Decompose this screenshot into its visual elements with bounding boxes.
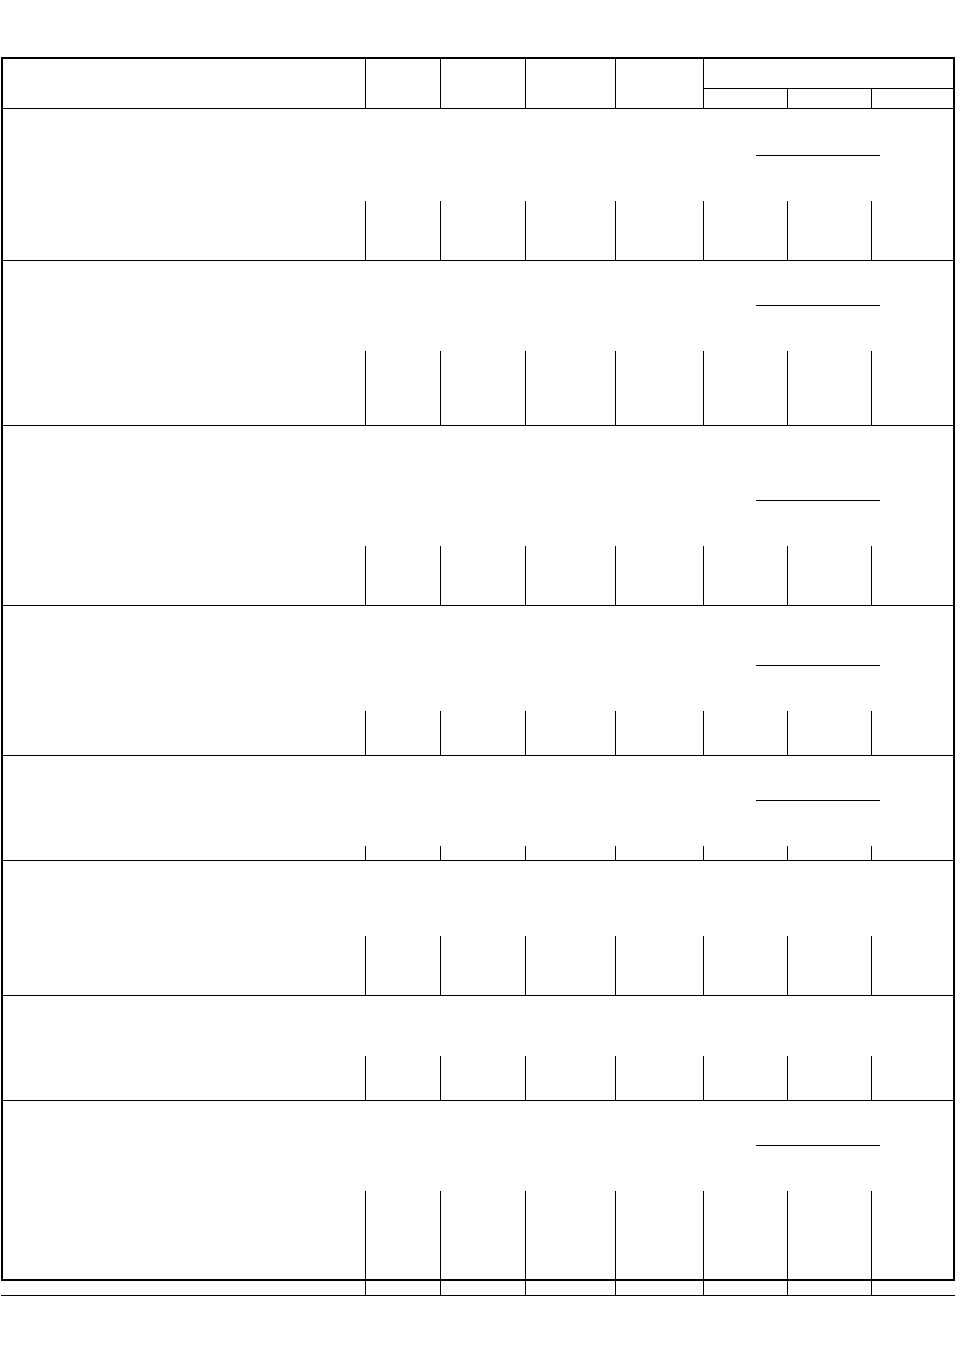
table-frame [1, 57, 955, 1281]
